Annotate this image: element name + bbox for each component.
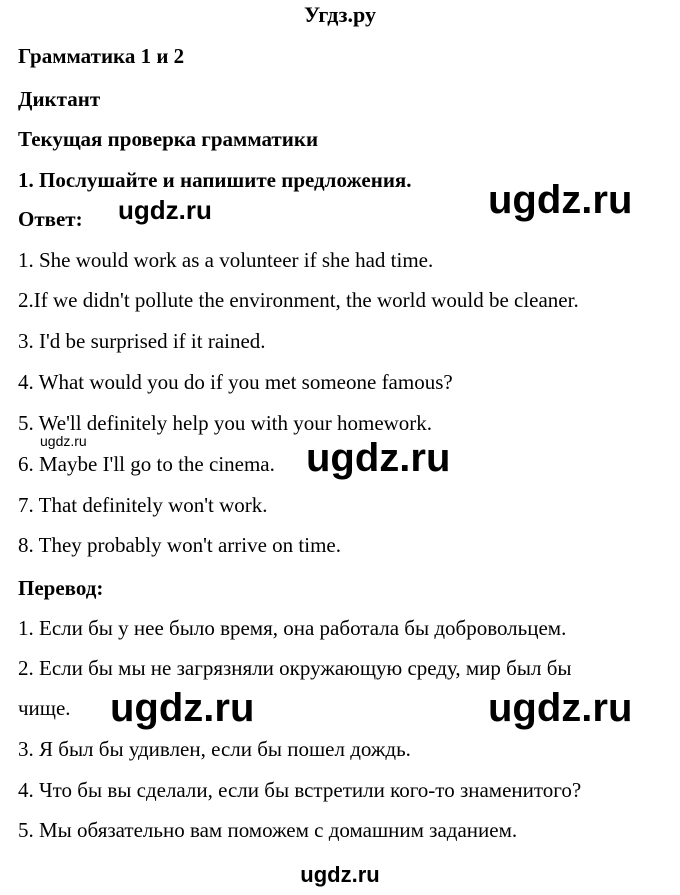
answer-line: 1. She would work as a volunteer if she had time. — [18, 248, 434, 272]
heading-answer: Ответ: — [18, 207, 83, 231]
watermark: ugdz.ru — [110, 686, 255, 730]
watermark: ugdz.ru — [300, 862, 380, 887]
answer-line: 5. We'll definitely help you with your homework. — [18, 411, 433, 435]
site-title: Угдз.ру — [304, 2, 376, 27]
watermark: ugdz.ru — [118, 195, 212, 225]
watermark: ugdz.ru — [488, 178, 633, 222]
heading-grammar: Грамматика 1 и 2 — [18, 44, 185, 68]
translation-line: 2. Если бы мы не загрязняли окружающую среду, мир был бы — [18, 656, 572, 680]
watermark: ugdz.ru — [488, 686, 633, 730]
answer-line: 8. They probably won't arrive on time. — [18, 533, 341, 557]
translation-line: 4. Что бы вы сделали, если бы встретили кого-то знаменитого? — [18, 778, 582, 802]
heading-dictation: Диктант — [18, 87, 101, 111]
translation-line: 1. Если бы у нее было время, она работала бы добровольцем. — [18, 616, 567, 640]
translation-line: 5. Мы обязательно вам поможем с домашним заданием. — [18, 818, 518, 842]
watermark: ugdz.ru — [306, 436, 451, 480]
watermark: ugdz.ru — [40, 433, 87, 449]
answer-line: 7. That definitely won't work. — [18, 493, 268, 517]
answer-line: 2.If we didn't pollute the environment, the world would be cleaner. — [18, 288, 579, 312]
answer-line: 3. I'd be surprised if it rained. — [18, 329, 266, 353]
heading-check: Текущая проверка грамматики — [18, 127, 319, 151]
answer-line: 6. Maybe I'll go to the cinema. — [18, 452, 275, 476]
translation-line: 3. Я был бы удивлен, если бы пошел дождь. — [18, 737, 411, 761]
answer-line: 4. What would you do if you met someone famous? — [18, 370, 453, 394]
heading-translation: Перевод: — [18, 576, 104, 600]
translation-line: чище. — [18, 696, 71, 720]
heading-task: 1. Послушайте и напишите предложения. — [18, 168, 412, 192]
